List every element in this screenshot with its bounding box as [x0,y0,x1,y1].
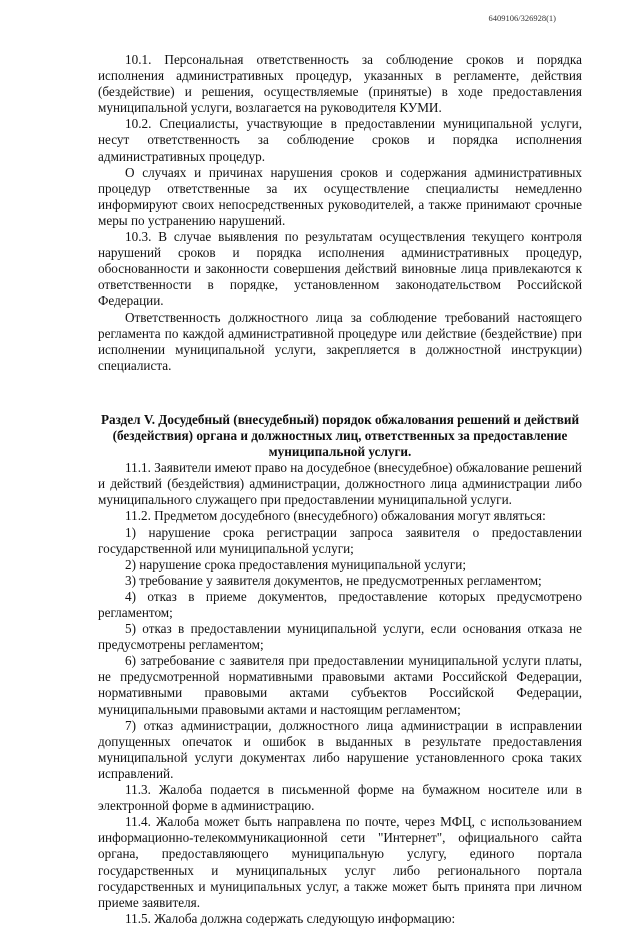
paragraph-11-3: 11.3. Жалоба подается в письменной форме на бумажном носителе или в электронной форме в администрацию. [98,782,582,814]
list-item-5: 5) отказ в предоставлении муниципальной услуги, если основания отказа не предусмотрены регламентом; [98,621,582,653]
document-number: 6409106/326928(1) [488,13,556,23]
list-item-7: 7) отказ администрации, должностного лица администрации в исправлении допущенных опечаток и ошибок в выданных в результате предоставления муниципальной услуги документах либо нарушение установленного срока таких исправлений. [98,717,582,781]
paragraph-11-2: 11.2. Предметом досудебного (внесудебного) обжалования могут являться: [125,508,546,524]
list-item-4: 4) отказ в приеме документов, предоставление которых предусмотрено регламентом; [98,588,582,620]
list-item-6: 6) затребование с заявителя при предоставлении муниципальной услуги платы, не предусмотренной нормативными правовыми актами Российской Федерации, нормативными правовыми актами субъектов Российской Федерации, муниципальными правовыми актами и настоящим регламентом; [98,653,582,717]
paragraph-11-5: 11.5. Жалоба должна содержать следующую информацию: [125,910,456,926]
section-title: Раздел V. Досудебный (внесудебный) порядок обжалования решений и действий (бездействия) органа и должностных лиц, ответственных за предоставление муниципальной услуги. [100,411,580,460]
paragraph-10-2: 10.2. Специалисты, участвующие в предоставлении муниципальной услуги, несут ответственность за соблюдение сроков и порядка исполнения административных процедур. [98,116,582,164]
list-item-1: 1) нарушение срока регистрации запроса заявителя о предоставлении государственной или муниципальной услуги; [98,524,582,556]
paragraph-10-1: 10.1. Персональная ответственность за соблюдение сроков и порядка исполнения административных процедур, указанных в регламенте, действия (бездействие) и решения, осуществляемые (принятые) в ходе предоставления муниципальной услуги, возлагается на руководителя КУМИ. [98,52,582,116]
document-body [98,52,582,927]
paragraph-11-4: 11.4. Жалоба может быть направлена по почте, через МФЦ, с использованием информационно-телекоммуникационной сети "Интернет", официального сайта органа, предоставляющего муниципальную услугу, единого портала государственных и муниципальных услуг либо регионального портала государственных и муниципальных услуг, а также может быть принята при личном приеме заявителя. [98,814,582,910]
paragraph-11-1: 11.1. Заявители имеют право на досудебное (внесудебное) обжалование решений и действий (бездействия) администрации, должностного лица администрации либо муниципального служащего при предоставлении муниципальной услуги. [98,460,582,508]
paragraph-violations: О случаях и причинах нарушения сроков и содержания административных процедур ответственные за их осуществление специалисты немедленно информируют своих непосредственных руководителей, а также принимают срочные меры по устранению нарушений. [98,164,582,228]
list-item-3: 3) требование у заявителя документов, не предусмотренных регламентом; [125,572,542,588]
list-item-2: 2) нарушение срока предоставления муниципальной услуги; [125,556,466,572]
paragraph-10-3: 10.3. В случае выявления по результатам осуществления текущего контроля нарушений сроков и порядка исполнения административных процедур, обоснованности и законности совершения действий виновные лица привлекаются к ответственности в порядке, установленном законодательством Российской Федерации. [98,229,582,309]
paragraph-responsibility: Ответственность должностного лица за соблюдение требований настоящего регламента по каждой административной процедуре или действие (бездействие) при исполнении муниципальной услуги, закрепляется в должностной инструкции) специалиста. [98,309,582,373]
